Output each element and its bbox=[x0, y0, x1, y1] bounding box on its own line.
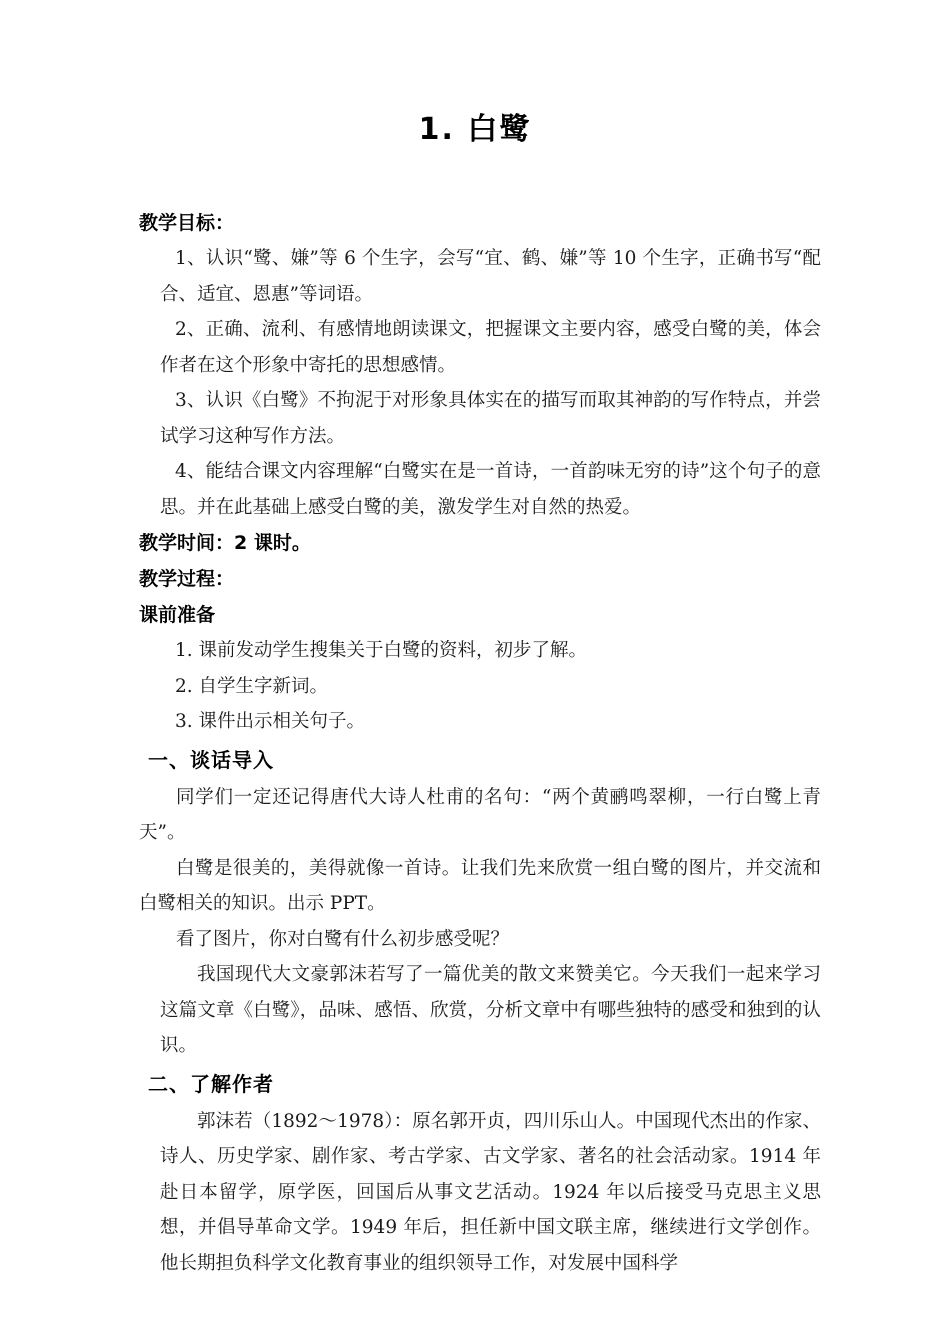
preparation-item: 2. 自学生字新词。 bbox=[175, 675, 329, 697]
preparation-item: 1. 课前发动学生搜集关于白鹭的资料，初步了解。 bbox=[175, 640, 588, 661]
author-paragraph: 郭沫若（1892～1978）：原名郭开贞，四川乐山人。中国现代杰出的作家、诗人、历史学家、剧作家、考古学家、古文学家、著名的社会活动家。1914 年赴日本留学，原学医，回国后从事文艺活动。1924 年以后接受马克思主义思想，并倡导革命文学。1949 年后，担任新中国文联主席，继续进行文学创作。他长期担负科学文化教育事业的组织领导工作，对发展中国科学 bbox=[160, 1110, 821, 1274]
objective-item: 4、能结合课文内容理解“白鹭实在是一首诗，一首韵味无穷的诗”这个句子的意思。并在此基础上感受白鹭的美，激发学生对自然的热爱。 bbox=[160, 461, 821, 518]
preparation-list bbox=[139, 633, 821, 740]
document-body bbox=[139, 205, 821, 1281]
intro-paragraph: 白鹭是很美的，美得就像一首诗。让我们先来欣赏一组白鹭的图片，并交流和白鹭相关的知识。出示 PPT。 bbox=[139, 857, 821, 914]
heading-section-two-author: 二、了解作者 bbox=[148, 1071, 274, 1096]
objective-item: 1、认识“鹭、嫌”等 6 个生字，会写“宜、鹤、嫌”等 10 个生字，正确书写“配合、适宜、恩惠”等词语。 bbox=[160, 248, 821, 305]
heading-teaching-process: 教学过程： bbox=[139, 568, 235, 590]
intro-paragraph: 同学们一定还记得唐代大诗人杜甫的名句：“两个黄鹂鸣翠柳，一行白鹭上青天”。 bbox=[139, 786, 821, 843]
objective-item: 3、认识《白鹭》不拘泥于对形象具体实在的描写而取其神韵的写作特点，并尝试学习这种写作方法。 bbox=[160, 390, 821, 447]
intro-paragraph: 看了图片，你对白鹭有什么初步感受呢？ bbox=[176, 928, 510, 950]
page-title: 1. 白鹭 bbox=[418, 112, 532, 147]
heading-section-one-intro: 一、谈话导入 bbox=[148, 747, 274, 772]
objective-item: 2、正确、流利、有感情地朗读课文，把握课文主要内容，感受白鹭的美，体会作者在这个形象中寄托的思想感情。 bbox=[160, 319, 821, 376]
heading-teaching-objectives: 教学目标： bbox=[139, 212, 235, 234]
teaching-objectives-list bbox=[139, 241, 821, 525]
heading-teaching-time: 教学时间：2 课时。 bbox=[139, 532, 311, 554]
preparation-item: 3. 课件出示相关句子。 bbox=[175, 711, 366, 732]
heading-preparation: 课前准备 bbox=[139, 604, 216, 626]
intro-paragraph: 我国现代大文豪郭沫若写了一篇优美的散文来赞美它。今天我们一起来学习这篇文章《白鹭》，品味、感悟、欣赏，分析文章中有哪些独特的感受和独到的认识。 bbox=[160, 964, 821, 1056]
